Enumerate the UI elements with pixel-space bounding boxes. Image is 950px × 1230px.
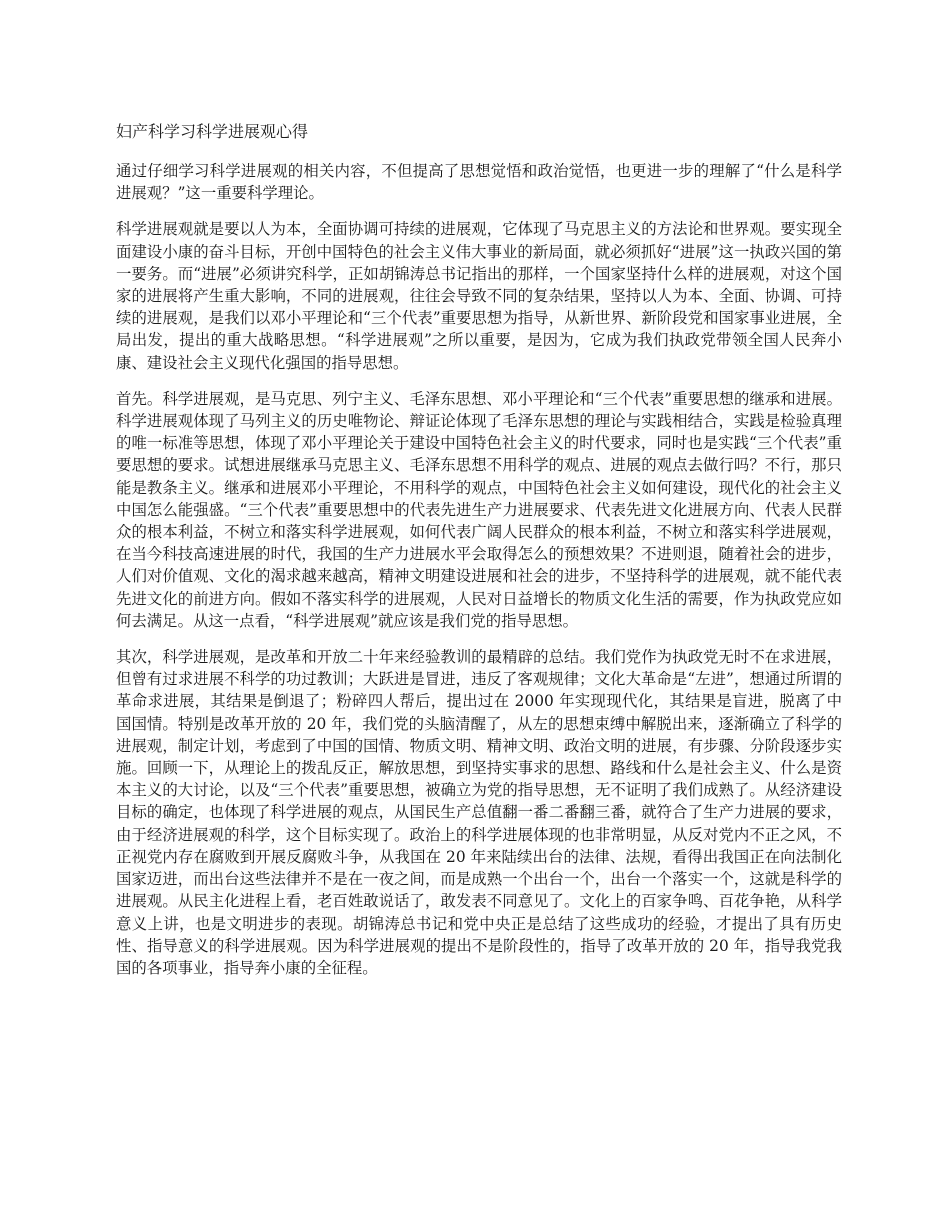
- paragraph-first-point: 首先。科学进展观，是马克思、列宁主义、毛泽东思想、邓小平理论和“三个代表”重要思想的继承和进展。科学进展观体现了马列主义的历史唯物论、辩证论体现了毛泽东思想的理论与实践相结合，实践是检验真理的唯一标准等思想，体现了邓小平理论关于建设中国特色社会主义的时代要求，同时也是实践“三个代表”重要思想的要求。试想进展继承马克思主义、毛泽东思想不用科学的观点、进展的观点去做行吗？不行，那只能是教条主义。继承和进展邓小平理论，不用科学的观点，中国特色社会主义如何建设，现代化的社会主义中国怎么能强盛。“三个代表”重要思想中的代表先进生产力进展要求、代表先进文化进展方向、代表人民群众的根本利益，不树立和落实科学进展观，如何代表广阔人民群众的根本利益，不树立和落实科学进展观，在当今科技高速进展的时代，我国的生产力进展水平会取得怎么的预想效果？不进则退，随着社会的进步，人们对价值观、文化的渴求越来越高，精神文明建设进展和社会的进步，不坚持科学的进展观，就不能代表先进文化的前进方向。假如不落实科学的进展观，人民对日益增长的物质文化生活的需要，作为执政党应如何去满足。从这一点看，“科学进展观”就应该是我们党的指导思想。: [116, 389, 842, 630]
- paragraph-second-point: 其次，科学进展观，是改革和开放二十年来经验教训的最精辟的总结。我们党作为执政党无时不在求进展，但曾有过求进展不科学的功过教训；大跃进是冒进，违反了客观规律；文化大革命是“左进”，想通过所谓的革命求进展，其结果是倒退了；粉碎四人帮后，提出过在 2000 年实现现代化，其结果是盲进，脱离了中国国情。特别是改革开放的 20 年，我们党的头脑清醒了，从左的思想束缚中解脱出来，逐渐确立了科学的进展观，制定计划，考虑到了中国的国情、物质文明、精神文明、政治文明的进展，有步骤、分阶段逐步实施。回顾一下，从理论上的拨乱反正，解放思想，到坚持实事求的思想、路线和什么是社会主义、什么是资本主义的大讨论，以及“三个代表”重要思想，被确立为党的指导思想，无不证明了我们成熟了。从经济建设目标的确定，也体现了科学进展的观点，从国民生产总值翻一番二番翻三番，就符合了生产力进展的要求，由于经济进展观的科学，这个目标实现了。政治上的科学进展体现的也非常明显，从反对党内不正之风，不正视党内存在腐败到开展反腐败斗争，从我国在 20 年来陆续出台的法律、法规，看得出我国正在向法制化国家迈进，而出台这些法律并不是在一夜之间，而是成熟一个出台一个，出台一个落实一个，这就是科学的进展观。从民主化进程上看，老百姓敢说话了，敢发表不同意见了。文化上的百家争鸣、百花争艳，从科学意义上讲，也是文明进步的表现。胡锦涛总书记和党中央正是总结了这些成功的经验，才提出了具有历史性、指导意义的科学进展观。因为科学进展观的提出不是阶段性的，指导了改革开放的 20 年，指导我党我国的各项事业，指导奔小康的全征程。: [116, 648, 842, 977]
- paragraph-intro: 通过仔细学习科学进展观的相关内容，不但提高了思想觉悟和政治觉悟，也更进一步的理解了“什么是科学进展观？”这一重要科学理论。: [116, 162, 842, 203]
- paragraph-definition: 科学进展观就是要以人为本，全面协调可持续的进展观，它体现了马克思主义的方法论和世界观。要实现全面建设小康的奋斗目标，开创中国特色的社会主义伟大事业的新局面，就必须抓好“进展”这一执政兴国的第一要务。而“进展”必须讲究科学，正如胡锦涛总书记指出的那样，一个国家坚持什么样的进展观，对这个国家的进展将产生重大影响，不同的进展观，往往会导致不同的复杂结果，坚持以人为本、全面、协调、可持续的进展观，是我们以邓小平理论和“三个代表”重要思想为指导，从新世界、新阶段党和国家事业进展，全局出发，提出的重大战略思想。“科学进展观”之所以重要，是因为，它成为我们执政党带领全国人民奔小康、建设社会主义现代化强国的指导思想。: [116, 220, 842, 372]
- document-title: 妇产科学习科学进展观心得: [116, 122, 309, 141]
- document-body: [116, 120, 842, 993]
